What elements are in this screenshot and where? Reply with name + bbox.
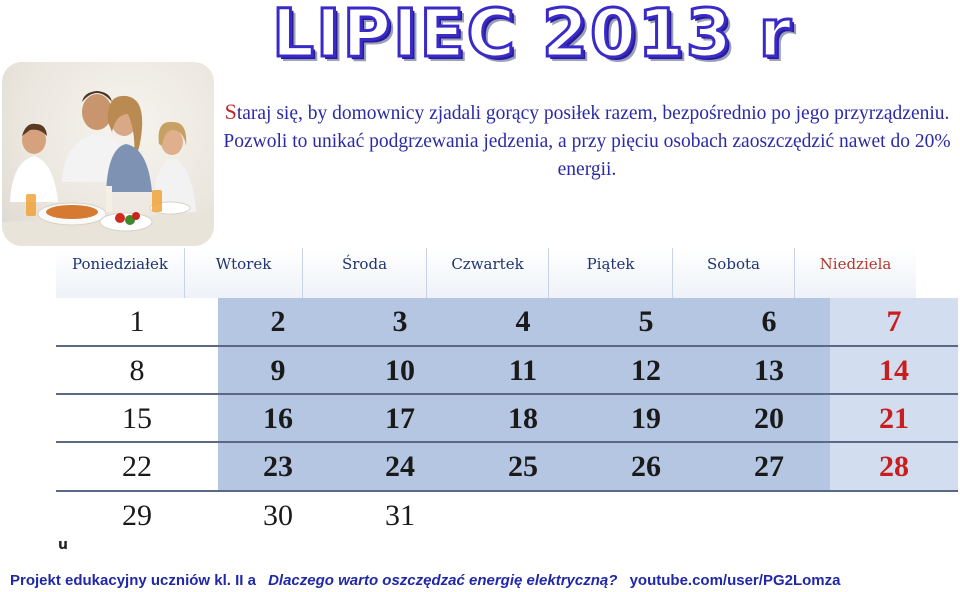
calendar-day: 17	[338, 395, 462, 443]
footer-project: Projekt edukacyjny uczniów kl. II a	[10, 572, 256, 589]
calendar-day: 13	[708, 347, 830, 395]
calendar-day: 2	[218, 298, 338, 346]
calendar-week-2	[56, 347, 958, 395]
calendar-week-1	[56, 298, 958, 346]
bottle	[106, 186, 112, 212]
calendar-day: 6	[708, 298, 830, 346]
calendar-day: 20	[708, 395, 830, 443]
calendar-day: 16	[218, 395, 338, 443]
weekday-header	[56, 248, 958, 299]
calendar-day: 4	[462, 298, 584, 346]
calendar-day: 11	[462, 347, 584, 395]
weekday-tuesday: Wtorek	[184, 248, 302, 298]
juice-glass	[26, 194, 36, 216]
advice-text: taraj się, by domownicy zjadali gorący posiłek razem, bezpośrednio po jego przyrządzeniu. Pozwoli to unikać podgrzewania jedzenia, a przy pięciu osobach zaoszczędzić nawet do 20% energii.	[223, 103, 951, 180]
calendar-day: 5	[584, 298, 708, 346]
tomato	[115, 213, 125, 223]
energy-saving-advice	[214, 98, 960, 184]
calendar-day-sunday: 7	[830, 298, 958, 346]
calendar-day: 24	[338, 443, 462, 491]
footer-topic: Dlaczego warto oszczędzać energię elektryczną?	[268, 572, 618, 589]
weekday-sunday: Niedziela	[794, 248, 916, 298]
calendar-day: 25	[462, 443, 584, 491]
family-meal-photo	[2, 62, 214, 246]
weekday-thursday: Czwartek	[426, 248, 548, 298]
calendar-grid	[56, 248, 958, 538]
page-title: LIPIEC 2013 r	[272, 0, 794, 72]
stray-letter: u	[58, 537, 68, 553]
footer	[10, 572, 955, 592]
calendar-day-sunday: 21	[830, 395, 958, 443]
tomato	[132, 212, 140, 220]
calendar-day: 8	[56, 347, 218, 395]
weekday-friday: Piątek	[548, 248, 672, 298]
calendar-day: 12	[584, 347, 708, 395]
weekday-saturday: Sobota	[672, 248, 794, 298]
calendar-day: 31	[338, 492, 462, 540]
footer-youtube-link[interactable]: youtube.com/user/PG2Lomza	[629, 572, 841, 589]
calendar-week-5	[56, 492, 958, 540]
calendar-day: 9	[218, 347, 338, 395]
juice-glass	[152, 190, 162, 212]
calendar-week-3	[56, 395, 958, 443]
calendar-day: 18	[462, 395, 584, 443]
family-photo-illustration	[2, 62, 214, 246]
calendar-day: 23	[218, 443, 338, 491]
calendar-day: 26	[584, 443, 708, 491]
calendar-day: 22	[56, 443, 218, 491]
weekday-wednesday: Środa	[302, 248, 426, 298]
calendar-day: 30	[218, 492, 338, 540]
advice-initial: S	[224, 99, 237, 124]
pizza	[46, 205, 98, 219]
calendar-day: 10	[338, 347, 462, 395]
calendar-day: 19	[584, 395, 708, 443]
calendar-day-sunday: 14	[830, 347, 958, 395]
father-head	[82, 94, 112, 130]
calendar-week-4	[56, 443, 958, 491]
calendar-day: 27	[708, 443, 830, 491]
calendar-day: 3	[338, 298, 462, 346]
weekday-monday: Poniedziałek	[56, 248, 184, 298]
calendar-day: 1	[56, 298, 218, 346]
calendar-day: 29	[56, 492, 218, 540]
calendar-day: 15	[56, 395, 218, 443]
calendar-day-sunday: 28	[830, 443, 958, 491]
